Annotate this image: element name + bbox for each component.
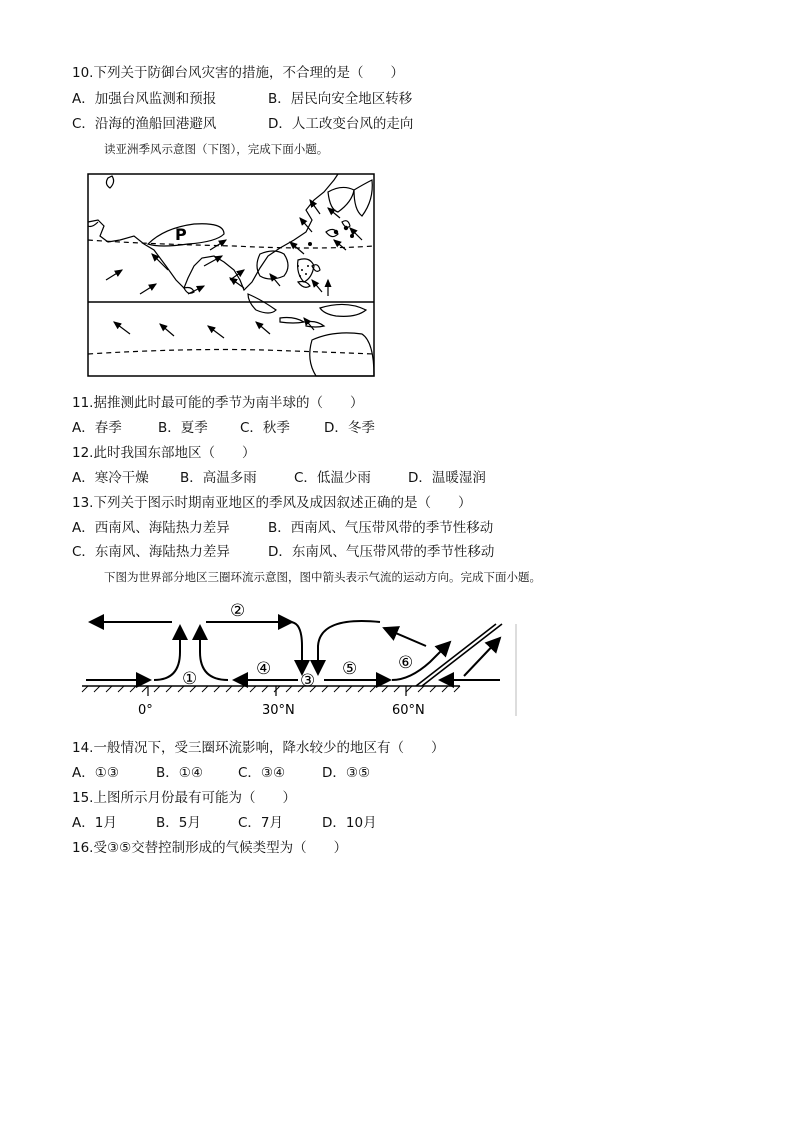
question-12-option-b: B．高温多雨 [180,470,257,486]
question-10-option-b: B．居民向安全地区转移 [268,91,413,107]
question-12-stem: 12.此时我国东部地区（ ） [72,445,256,461]
question-10-option-a: A．加强台风监测和预报 [72,91,217,107]
question-10-option-d: D．人工改变台风的走向 [268,116,414,132]
monsoon-intro: 读亚洲季风示意图（下图），完成下面小题。 [104,142,329,156]
question-10-stem: 10.下列关于防御台风灾害的措施，不合理的是（ ） [72,65,404,81]
circulation-intro: 下图为世界部分地区三圈环流示意图，图中箭头表示气流的运动方向。完成下面小题。 [104,570,541,584]
question-12-option-d: D．温暖湿润 [408,470,486,486]
question-14-stem: 14.一般情况下，受三圈环流影响，降水较少的地区有（ ） [72,740,445,756]
question-12-option-c: C．低温少雨 [294,470,371,486]
question-15-stem: 15.上图所示月份最有可能为（ ） [72,790,296,806]
question-13-option-c: C．东南风、海陆热力差异 [72,544,230,560]
question-13-option-b: B．西南风、气压带风带的季节性移动 [268,520,494,536]
question-14-option-b: B．①④ [156,765,203,781]
question-13-option-a: A．西南风、海陆热力差异 [72,520,230,536]
map-label-p: P [175,225,187,244]
question-11-option-c: C．秋季 [240,420,290,436]
question-11-option-a: A．春季 [72,420,122,436]
cell-label-3: ③ [300,671,316,691]
question-11-option-d: D．冬季 [324,420,375,436]
question-15-option-d: D．10月 [322,815,377,831]
cell-label-4: ④ [256,659,272,679]
question-15-option-c: C．7月 [238,815,284,831]
question-14-option-a: A．①③ [72,765,119,781]
three-cell-circulation-diagram [80,596,520,722]
asia-monsoon-map [84,170,384,382]
latitude-label-30n: 30°N [262,703,295,718]
cell-label-6: ⑥ [398,653,414,673]
question-10-option-c: C．沿海的渔船回港避风 [72,116,217,132]
question-11-option-b: B．夏季 [158,420,208,436]
question-15-option-a: A．1月 [72,815,117,831]
question-14-option-c: C．③④ [238,765,286,781]
question-12-option-a: A．寒冷干燥 [72,470,149,486]
question-13-option-d: D．东南风、气压带风带的季节性移动 [268,544,495,560]
question-15-option-b: B．5月 [156,815,201,831]
question-13-stem: 13.下列关于图示时期南亚地区的季风及成因叙述正确的是（ ） [72,495,472,511]
question-16-stem: 16.受③⑤交替控制形成的气候类型为（ ） [72,840,348,856]
latitude-label-0: 0° [138,703,153,718]
cell-label-1: ① [182,669,198,689]
cell-label-5: ⑤ [342,659,358,679]
latitude-label-60n: 60°N [392,703,425,718]
cell-label-2: ② [230,601,246,621]
question-11-stem: 11.据推测此时最可能的季节为南半球的（ ） [72,395,364,411]
question-14-option-d: D．③⑤ [322,765,371,781]
